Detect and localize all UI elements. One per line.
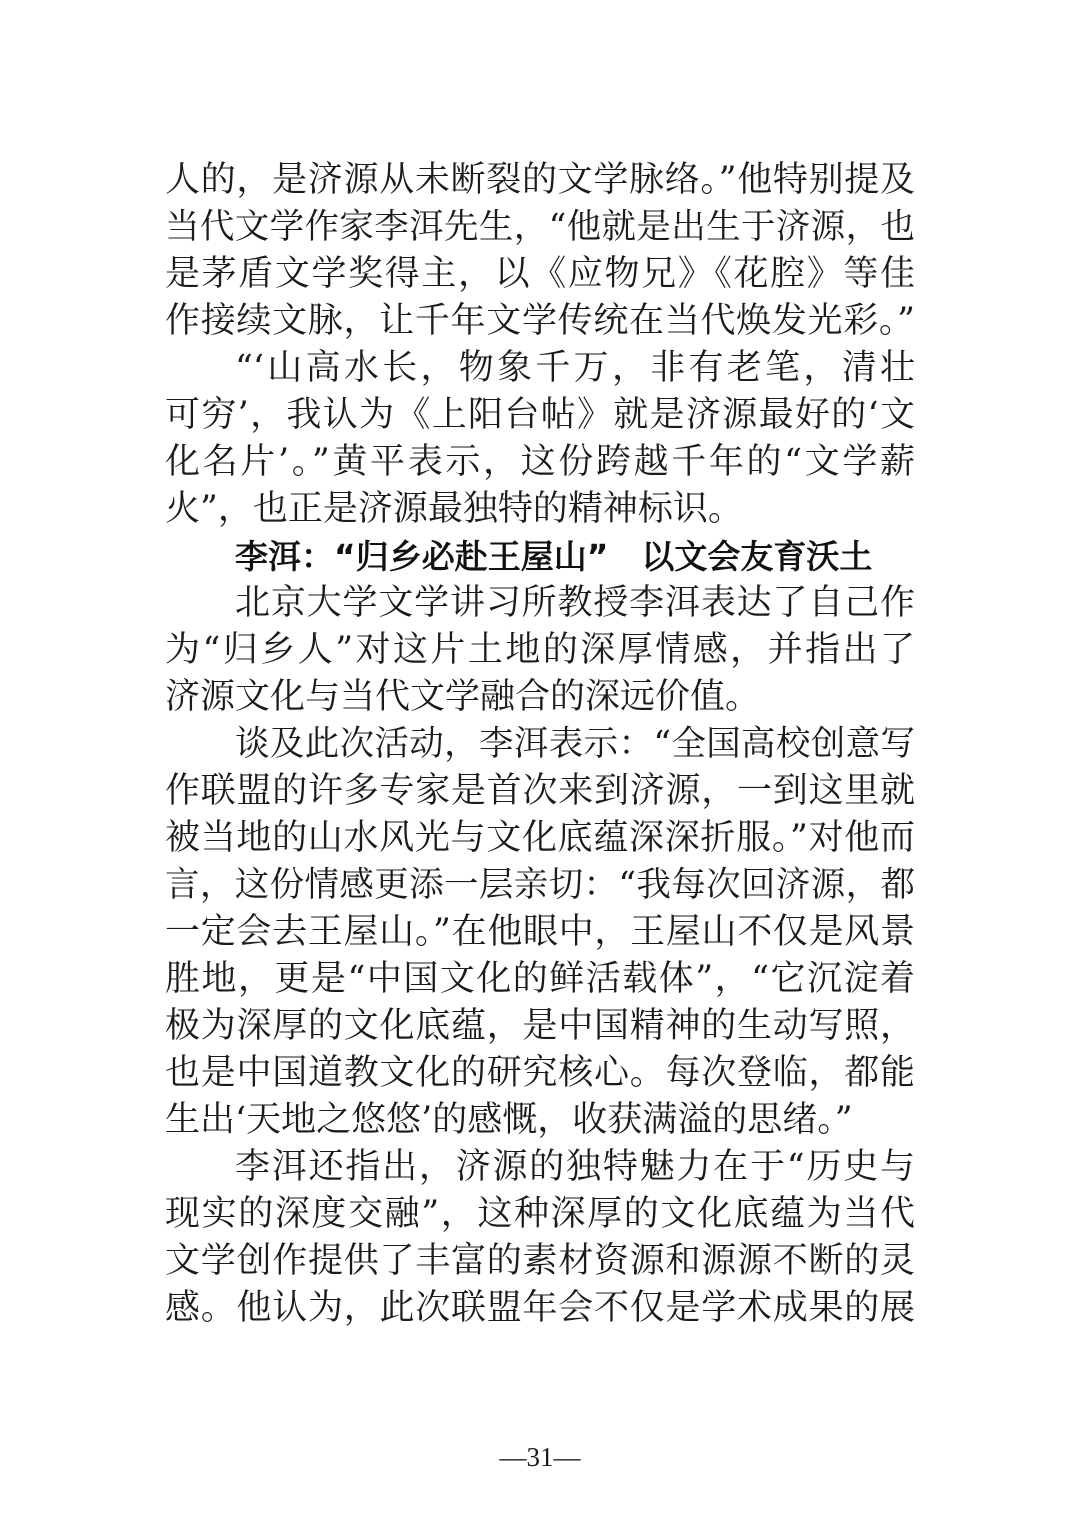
text-line: 是茅盾文学奖得主，以《应物兄》《花腔》等佳 bbox=[165, 254, 915, 294]
text-line: 作接续文脉，让千年文学传统在当代焕发光彩。” bbox=[165, 301, 915, 341]
text-line: 为“归乡人”对这片土地的深厚情感，并指出了 bbox=[165, 630, 915, 670]
text-line: 一定会去王屋山。”在他眼中，王屋山不仅是风景 bbox=[165, 912, 915, 952]
text-line: 济源文化与当代文学融合的深远价值。 bbox=[165, 677, 761, 717]
page-number: —31— bbox=[499, 1442, 581, 1472]
text-line: 被当地的山水风光与文化底蕴深深折服。”对他而 bbox=[165, 818, 915, 858]
section-heading: 李洱：“归乡必赴王屋山” 以文会友育沃土 bbox=[235, 537, 873, 576]
text-line: “‘山高水长，物象千万，非有老笔，清壮 bbox=[235, 348, 915, 388]
text-line: 火”，也正是济源最独特的精神标识。 bbox=[165, 489, 743, 529]
text-line: 谈及此次活动，李洱表示：“全国高校创意写 bbox=[235, 724, 915, 764]
text-line: 作联盟的许多专家是首次来到济源，一到这里就 bbox=[165, 771, 915, 811]
text-line: 人的，是济源从未断裂的文学脉络。”他特别提及 bbox=[165, 160, 915, 200]
text-line: 李洱还指出，济源的独特魅力在于“历史与 bbox=[235, 1147, 915, 1187]
text-line: 感。他认为，此次联盟年会不仅是学术成果的展 bbox=[165, 1288, 915, 1328]
text-line: 现实的深度交融”，这种深厚的文化底蕴为当代 bbox=[165, 1194, 915, 1234]
text-line: 胜地，更是“中国文化的鲜活载体”，“它沉淀着 bbox=[165, 959, 915, 999]
text-line: 也是中国道教文化的研究核心。每次登临，都能 bbox=[165, 1053, 915, 1093]
text-line: 当代文学作家李洱先生，“他就是出生于济源，也 bbox=[165, 207, 915, 247]
text-line: 可穷’，我认为《上阳台帖》就是济源最好的‘文 bbox=[165, 395, 915, 435]
text-line: 文学创作提供了丰富的素材资源和源源不断的灵 bbox=[165, 1241, 915, 1281]
text-line: 言，这份情感更添一层亲切：“我每次回济源，都 bbox=[165, 865, 915, 905]
text-line: 北京大学文学讲习所教授李洱表达了自己作 bbox=[235, 583, 915, 623]
text-line: 化名片’。”黄平表示，这份跨越千年的“文学薪 bbox=[165, 442, 915, 482]
text-line: 极为深厚的文化底蕴，是中国精神的生动写照， bbox=[165, 1006, 915, 1046]
text-line: 生出‘天地之悠悠’的感慨，收获满溢的思绪。” bbox=[165, 1100, 853, 1140]
body-text bbox=[165, 157, 915, 1332]
